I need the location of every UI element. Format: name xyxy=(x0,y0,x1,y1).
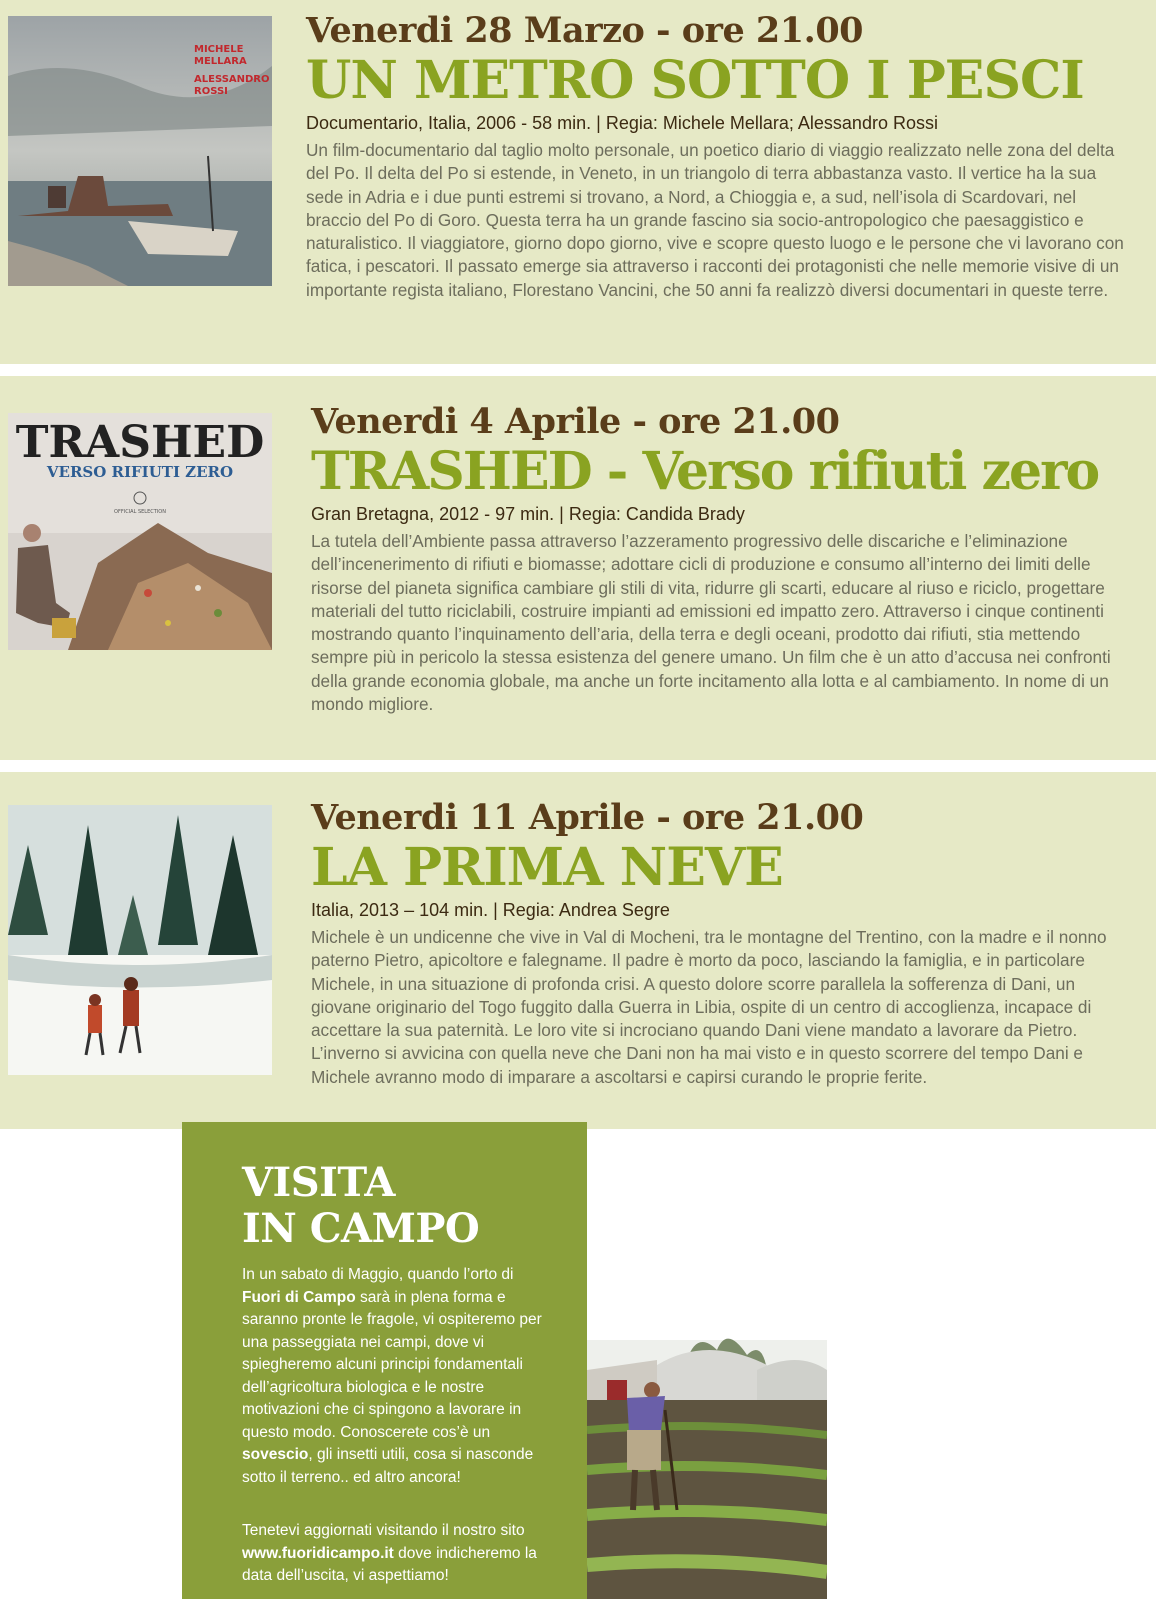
poster1-line1: MICHELE xyxy=(194,44,244,55)
event-poster-1 xyxy=(8,16,272,286)
event-meta: Gran Bretagna, 2012 - 97 min. | Regia: Candida Brady xyxy=(311,504,745,524)
event-poster-2 xyxy=(8,413,272,650)
event-date: Venerdi 4 Aprile - ore 21.00 xyxy=(311,401,840,442)
website-link[interactable]: www.fuoridicampo.it xyxy=(242,1544,394,1562)
poster2-title: TRASHED xyxy=(15,417,265,468)
event-text-3 xyxy=(311,798,1136,1089)
poster1-line2: MELLARA xyxy=(194,56,247,67)
poster1-line3: ALESSANDRO xyxy=(194,74,270,85)
event-poster-3 xyxy=(8,805,272,1075)
visita-p2-a: Tenetevi aggiornati visitando il nostro sito xyxy=(242,1522,525,1539)
visita-p1-bold-sovescio: sovescio xyxy=(242,1446,309,1463)
visita-title-line2: IN CAMPO xyxy=(242,1205,480,1252)
visita-paragraph-2 xyxy=(242,1520,552,1588)
event-title: LA PRIMA NEVE xyxy=(311,837,783,898)
visita-p2-b: dove indicheremo la data dell’uscita, vi aspettiamo! xyxy=(242,1544,537,1584)
event-description: Michele è un undicenne che vive in Val di Mocheni, tra le montagne del Trentino, con la madre e il nonno paterno Pietro, apicoltore e falegname. Il padre è morto da poco, lasciando la famiglia, e in particolare Michele, in una situazione di profonda crisi. A questo dolore scorre parallela la sofferenza di Dani, un giovane originario del Togo fuggito dalla Guerra in Libia, ospite di un centro di accoglienza, incapace di accettare la sua paternità. Le loro vite si incrociano quando Dani viene mandato a lavorare da Pietro. L’inverno si avvicina con quella neve che Dani non ha mai visto e in questo scorrere del tempo Dani e Michele avranno modo di imparare a ascoltarsi e capirsi curando le proprie ferite. xyxy=(311,927,1107,1087)
event-date: Venerdi 28 Marzo - ore 21.00 xyxy=(306,10,864,51)
visita-box xyxy=(182,1122,587,1599)
visita-paragraph-1 xyxy=(242,1264,552,1489)
visita-p1-bold-name: Fuori di Campo xyxy=(242,1288,356,1306)
event-description: Un film-documentario dal taglio molto personale, un poetico diario di viaggio realizzato nelle zona del delta del Po. Il delta del Po si estende, in Veneto, in un triangolo di terra abbastanza vasto. Il vertice ha la sua sede in Adria e i due punti estremi si trovano, a Nord, a Chioggia e, a sud, nell’isola di Scardovari, nel braccio del Po di Goro. Questa terra ha un grande fascino sia socio-antropologico che paesaggistico e naturalistico. Il viaggiatore, giorno dopo giorno, vive e scopre questo luogo e le persone che vi lavorano con fatica, i pescatori. Il passato emerge sia attraverso i racconti dei protagonisti che nelle memorie visive di un importante regista italiano, Florestano Vancini, che 50 anni fa realizzò diversi documentari in queste terre. xyxy=(306,140,1124,300)
field-photo xyxy=(587,1310,827,1599)
event-meta: Italia, 2013 – 104 min. | Regia: Andrea Segre xyxy=(311,900,670,920)
visita-p1-a: In un sabato di Maggio, quando l’orto di xyxy=(242,1266,514,1283)
event-date: Venerdi 11 Aprile - ore 21.00 xyxy=(311,797,864,838)
event-description: La tutela dell’Ambiente passa attraverso l’azzeramento progressivo delle discariche e l’eliminazione dell’incenerimento di rifiuti e biomasse; adottare cicli di produzione e consumo all’interno dei limiti delle risorse del pianeta significa cambiare gli stili di vita, ridurre gli scarti, educare al riuso e riciclo, progettare materiali del tutto riciclabili, costruire impianti ad emissioni ed impatto zero. Attraverso i cinque continenti mostrando quanto l’inquinamento dell’aria, della terra e degli oceani, prodotto dai rifiuti, stia mettendo sempre più in pericolo la stessa esistenza del genere umano. Un film che è un atto d’accusa nei confronti della grande economia globale, ma anche un forte incitamento alla lotta e al cambiamento. In nome di un mondo migliore. xyxy=(311,531,1111,715)
event-meta: Documentario, Italia, 2006 - 58 min. | Regia: Michele Mellara; Alessandro Rossi xyxy=(306,113,938,133)
event-text-2 xyxy=(311,402,1136,716)
visita-title-line1: VISITA xyxy=(242,1159,395,1206)
visita-title xyxy=(242,1160,479,1252)
poster2-subtitle: VERSO RIFIUTI ZERO xyxy=(46,463,234,481)
visita-p1-c: , gli insetti utili, cosa si nasconde sotto il terreno.. ed altro ancora! xyxy=(242,1446,534,1486)
event-title: TRASHED - Verso rifiuti zero xyxy=(311,441,1099,502)
event-text-1 xyxy=(306,11,1126,302)
visita-p1-b: sarà in plena forma e saranno pronte le fragole, vi ospiteremo per una passeggiata nei campi, dove vi spiegheremo alcuni principi fondamentali dell’agricoltura biologica e le nostre motivazioni che ci spingono a lavorare in questo modo. Conoscerete cos’è un xyxy=(242,1288,542,1441)
poster2-badge: OFFICIAL SELECTION xyxy=(114,509,166,515)
event-title: UN METRO SOTTO I PESCI xyxy=(306,50,1084,111)
poster1-line4: ROSSI xyxy=(194,86,228,97)
